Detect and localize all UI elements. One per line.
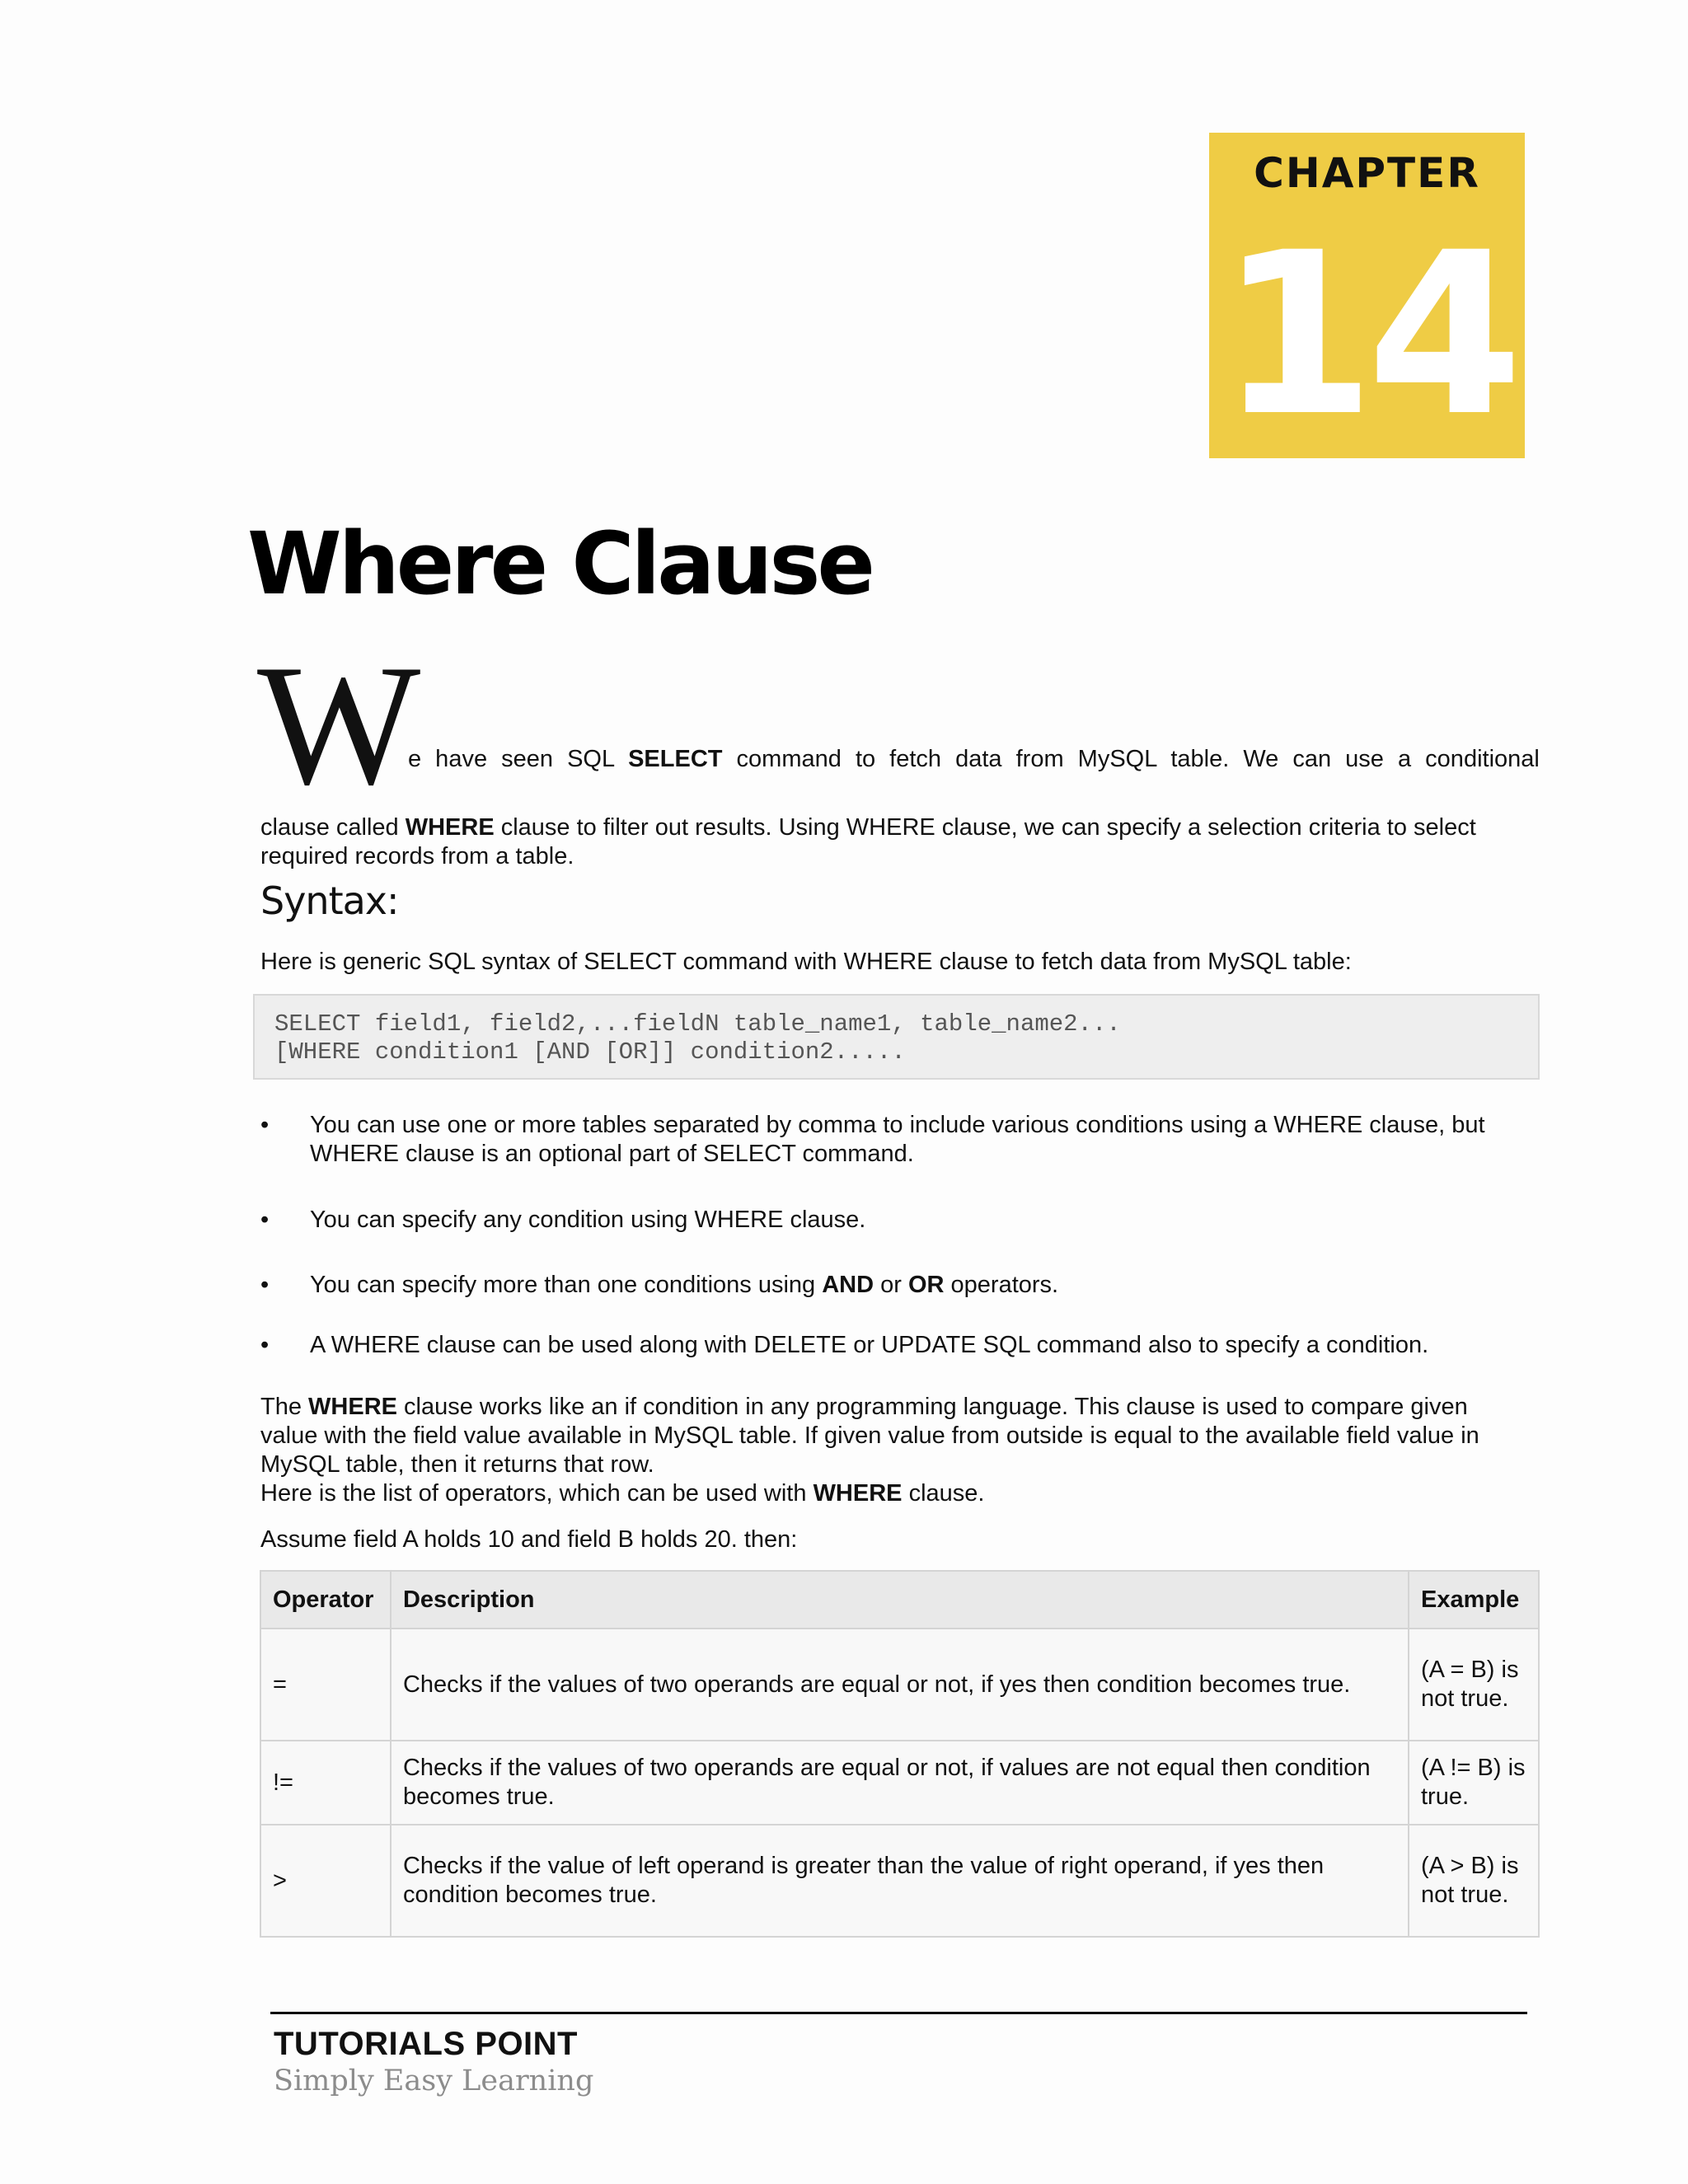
chapter-label: CHAPTER <box>1254 149 1480 197</box>
syntax-heading: Syntax: <box>260 879 399 923</box>
bullet-icon: • <box>260 1112 270 1138</box>
list-item: • You can specify any condition using WHERE clause. <box>260 1207 866 1233</box>
chapter-badge <box>1209 133 1525 466</box>
code-line: SELECT field1, field2,...fieldN table_name1, table_name2... <box>274 1010 1121 1038</box>
bullet-icon: • <box>260 1207 270 1233</box>
operators-table <box>260 1570 1540 1938</box>
table-row <box>260 1629 1539 1741</box>
code-line: [WHERE condition1 [AND [OR]] condition2..... <box>274 1038 906 1066</box>
syntax-intro: Here is generic SQL syntax of SELECT command with WHERE clause to fetch data from MySQL table: <box>260 949 1352 975</box>
bullet-icon: • <box>260 1332 270 1358</box>
chapter-number: 14 <box>1219 205 1515 466</box>
intro-paragraph: clause called WHERE clause to filter out results. Using WHERE clause, we can specify a selection criteria to select required records from a table. <box>260 814 1476 869</box>
column-header: Operator <box>260 1571 391 1629</box>
where-paragraph: The WHERE clause works like an if condition in any programming language. This clause is used to compare given value with the field value available in MySQL table. If given value from outside is equal to the available field value in MySQL table, then it returns that row. Here is the list of operators, which can be used with WHERE clause. <box>260 1394 1479 1507</box>
footer-brand: TUTORIALS POINT <box>274 2026 578 2062</box>
description-cell: Checks if the value of left operand is greater than the value of right operand, if yes then condition becomes true. <box>391 1825 1409 1937</box>
bullet-icon: • <box>260 1272 270 1298</box>
example-cell: (A > B) is not true. <box>1409 1825 1539 1937</box>
footer-tagline: Simply Easy Learning <box>274 2064 594 2097</box>
list-item: • You can specify more than one conditions using AND or OR operators. <box>260 1272 1059 1298</box>
example-cell: (A = B) is not true. <box>1409 1629 1539 1741</box>
description-cell: Checks if the values of two operands are equal or not, if yes then condition becomes true. <box>391 1629 1409 1741</box>
page-title: Where Clause <box>247 513 872 614</box>
table-header-row <box>260 1571 1539 1629</box>
bullet-list <box>260 1111 1525 1360</box>
footer-divider <box>270 2012 1527 2014</box>
assume-text: Assume field A holds 10 and field B holds 20. then: <box>260 1526 798 1553</box>
column-header: Description <box>391 1571 1409 1629</box>
list-item: • You can use one or more tables separated by comma to include various conditions using a WHERE clause, but WHERE clause is an optional part of SELECT command. <box>260 1112 1485 1167</box>
operator-cell: = <box>260 1629 391 1741</box>
operator-cell: != <box>260 1741 391 1825</box>
code-block <box>253 994 1540 1080</box>
example-cell: (A != B) is true. <box>1409 1741 1539 1825</box>
drop-cap: W <box>257 630 421 821</box>
description-cell: Checks if the values of two operands are equal or not, if values are not equal then condition becomes true. <box>391 1741 1409 1825</box>
list-item: • A WHERE clause can be used along with DELETE or UPDATE SQL command also to specify a condition. <box>260 1332 1429 1358</box>
column-header: Example <box>1409 1571 1539 1629</box>
operator-cell: > <box>260 1825 391 1937</box>
intro-first-line: e have seen SQL SELECT command to fetch data from MySQL table. We can use a conditional <box>408 746 1540 772</box>
table-row <box>260 1741 1539 1825</box>
table-row <box>260 1825 1539 1937</box>
